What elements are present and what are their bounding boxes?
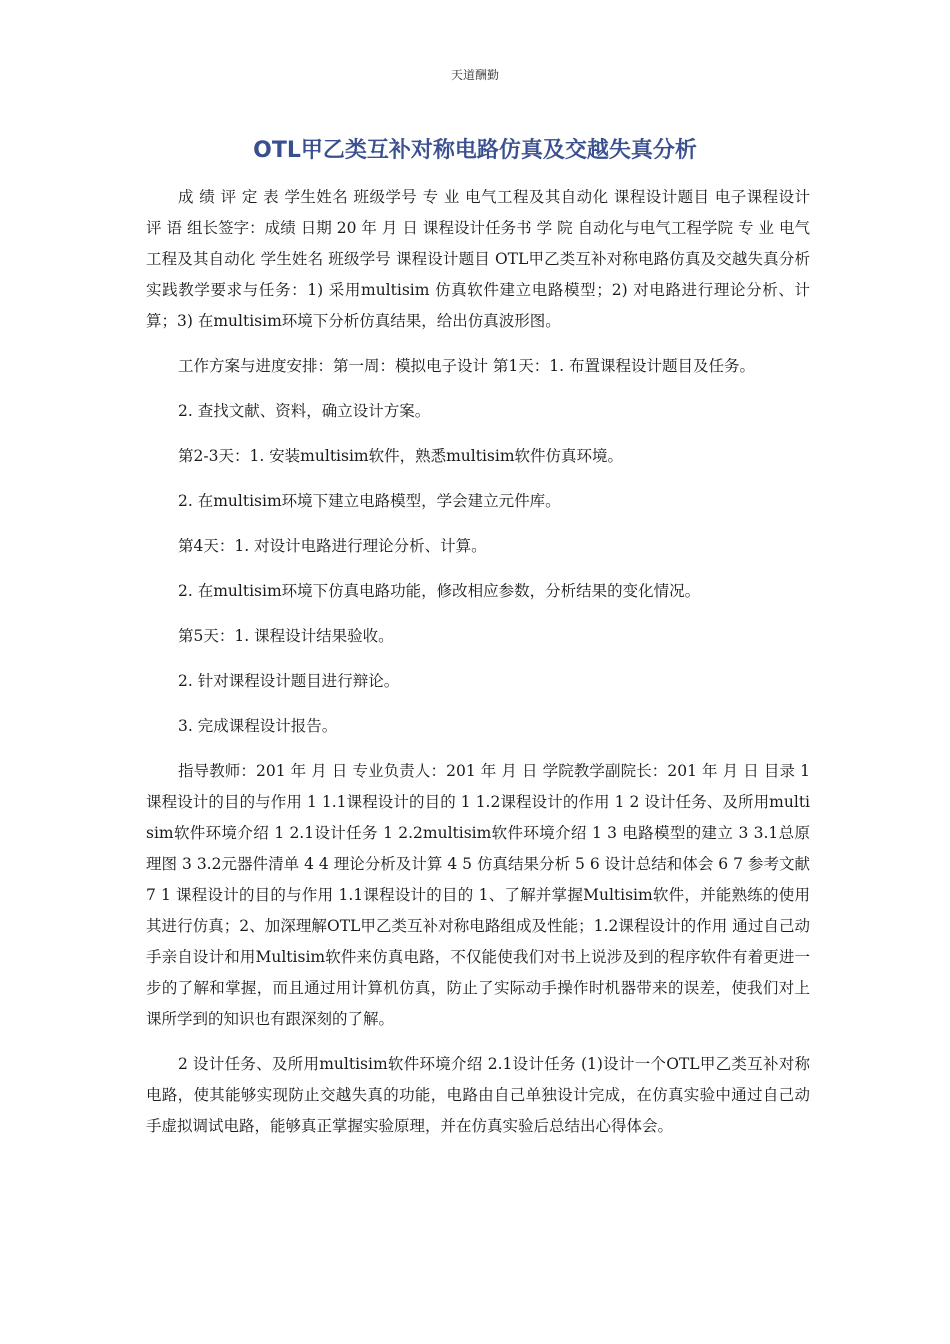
paragraph-grading-and-tasks: 成 绩 评 定 表 学生姓名 班级学号 专 业 电气工程及其自动化 课程设计题目 电子课程设计 评 语 组长签字：成绩 日期 20 年 月 日 课程设计任务书 学 院 自动化与电气工程学院 专 业 电气工程及其自动化 学生姓名 班级学号 课程设计题目 OTL甲乙类互补对称电路仿真及交越失真分析 实践教学要求与任务：1) 采用multisim 仿真软件建立电路模型；2) 对电路进行理论分析、计算；3) 在multisim环境下分析仿真结果，给出仿真波形图。 — [146, 188, 810, 330]
paragraph-design-task: 2 设计任务、及所用multisim软件环境介绍 2.1设计任务 (1)设计一个OTL甲乙类互补对称电路，使其能够实现防止交越失真的功能，电路由自己单独设计完成，在仿真实验中通过自己动手虚拟调试电路，能够真正掌握实验原理，并在仿真实验后总结出心得体会。 — [146, 1055, 810, 1135]
paragraph-schedule-day5: 第5天：1. 课程设计结果验收。 — [178, 627, 394, 645]
paragraph-schedule-step: 2. 在multisim环境下建立电路模型，学会建立元件库。 — [178, 492, 561, 510]
document-body — [146, 182, 810, 1156]
paragraph-schedule-step: 2. 针对课程设计题目进行辩论。 — [178, 672, 400, 690]
paragraph-schedule-step: 3. 完成课程设计报告。 — [178, 717, 338, 735]
page-header: 天道酬勤 — [450, 68, 499, 82]
document-title: OTL甲乙类互补对称电路仿真及交越失真分析 — [253, 138, 697, 163]
paragraph-schedule-week1: 工作方案与进度安排：第一周：模拟电子设计 第1天：1. 布置课程设计题目及任务。 — [178, 357, 756, 375]
paragraph-schedule-day2-3: 第2-3天：1. 安装multisim软件，熟悉multisim软件仿真环境。 — [178, 447, 624, 465]
paragraph-schedule-step: 2. 查找文献、资料，确立设计方案。 — [178, 402, 431, 420]
paragraph-schedule-day4: 第4天：1. 对设计电路进行理论分析、计算。 — [178, 537, 487, 555]
paragraph-schedule-step: 2. 在multisim环境下仿真电路功能，修改相应参数，分析结果的变化情况。 — [178, 582, 701, 600]
paragraph-toc-and-purpose: 指导教师：201 年 月 日 专业负责人：201 年 月 日 学院教学副院长：201 年 月 日 目录 1 课程设计的目的与作用 1 1.1课程设计的目的 1 1.2课程设计的作用 1 2 设计任务、及所用multisim软件环境介绍 1 2.1设计任务 1 2.2multisim软件环境介绍 1 3 电路模型的建立 3 3.1总原理图 3 3.2元器件清单 4 4 理论分析及计算 4 5 仿真结果分析 5 6 设计总结和体会 6 7 参考文献 7 1 课程设计的目的与作用 1.1课程设计的目的 1、了解并掌握Multisim软件，并能熟练的使用其进行仿真；2、加深理解OTL甲乙类互补对称电路组成及性能；1.2课程设计的作用 通过自己动手亲自设计和用Multisim软件来仿真电路，不仅能使我们对书上说涉及到的程序软件有着更进一步的了解和掌握，而且通过用计算机仿真，防止了实际动手操作时机器带来的误差，使我们对上课所学到的知识也有跟深刻的了解。 — [146, 762, 810, 1028]
